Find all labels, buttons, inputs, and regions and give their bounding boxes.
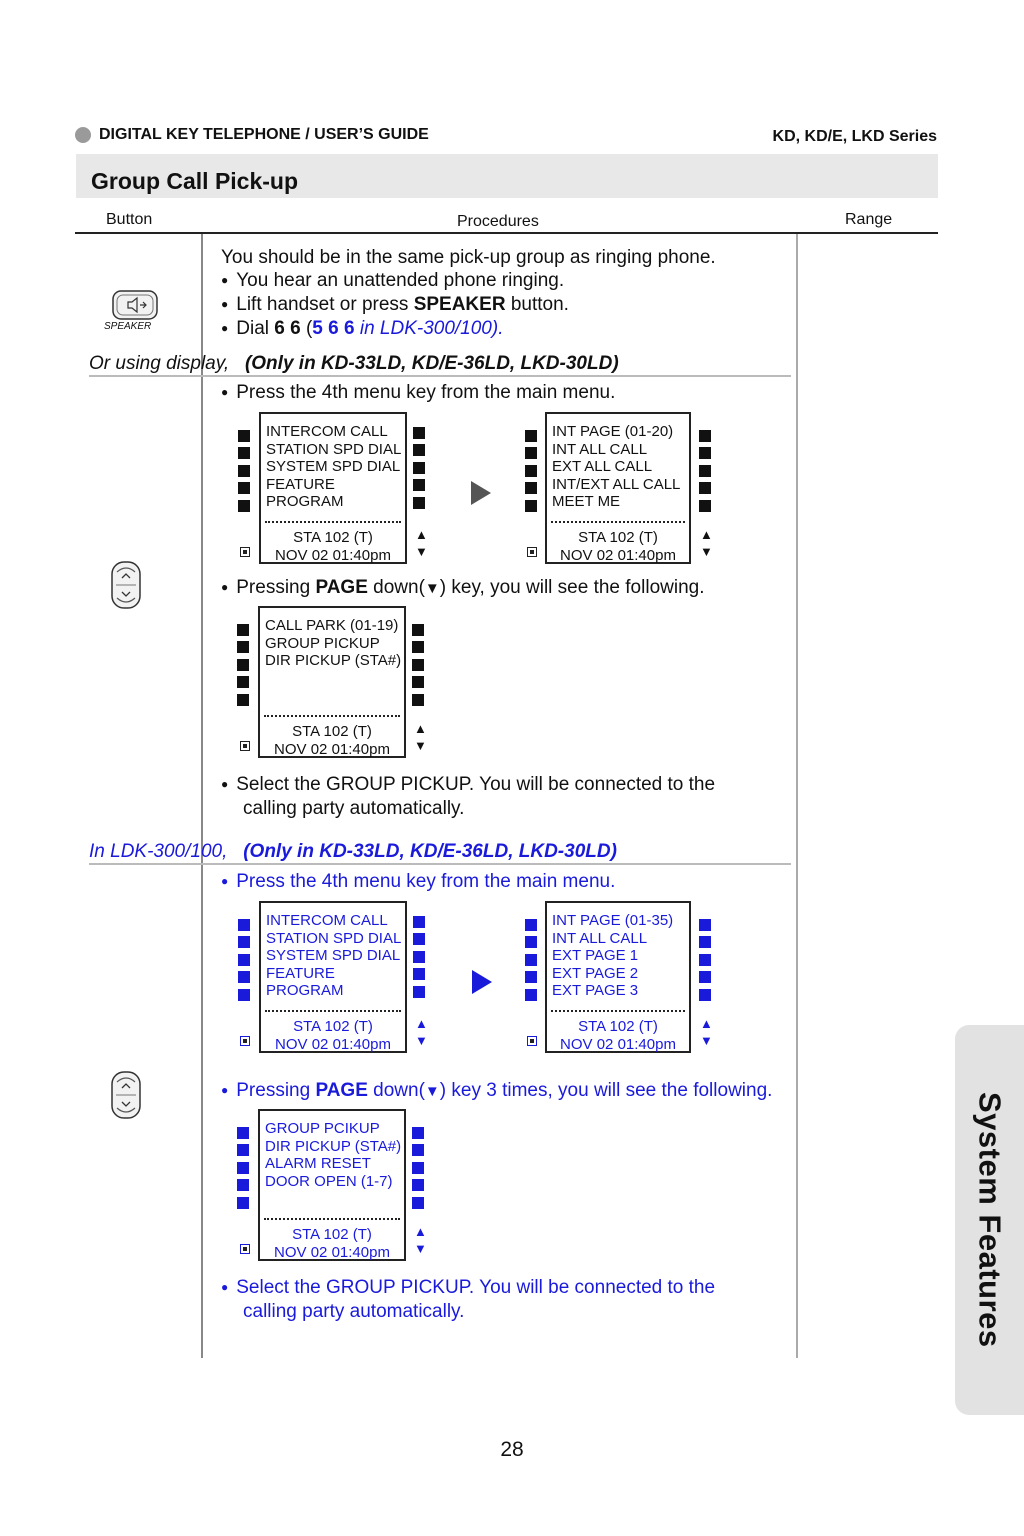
next-arrow-icon	[472, 970, 492, 999]
menu-key-icon[interactable]	[413, 497, 425, 509]
display-step-1: ● Press the 4th menu key from the main menu.	[221, 381, 615, 406]
menu-key-icon[interactable]	[413, 986, 425, 998]
menu-key-icon[interactable]	[238, 989, 250, 1001]
intro-line-1: You should be in the same pick-up group as ringing phone.	[221, 247, 716, 268]
lcd-line: EXT PAGE 2	[552, 964, 639, 982]
lcd-status: STA 102 (T)	[578, 1018, 658, 1035]
lcd-status: STA 102 (T)	[292, 1226, 372, 1243]
ldk-step-3-cont: calling party automatically.	[243, 1301, 465, 1322]
menu-key-icon[interactable]	[238, 936, 250, 948]
lcd-divider	[265, 521, 401, 523]
scroll-up-icon[interactable]: ▲	[700, 527, 713, 542]
menu-key-icon[interactable]	[238, 919, 250, 931]
menu-key-icon[interactable]	[413, 933, 425, 945]
display-key-icon[interactable]	[527, 547, 537, 557]
lcd-divider	[551, 1010, 685, 1012]
section-title: Group Call Pick-up	[91, 168, 299, 194]
ldk-step-1: ● Press the 4th menu key from the main menu.	[221, 870, 615, 895]
menu-key-icon[interactable]	[238, 971, 250, 983]
menu-key-icon[interactable]	[237, 1127, 249, 1139]
lcd-status: STA 102 (T)	[292, 723, 372, 740]
display-step-3-cont: calling party automatically.	[243, 798, 465, 819]
scroll-up-icon[interactable]: ▲	[415, 527, 428, 542]
menu-key-icon[interactable]	[525, 430, 537, 442]
lcd-line: MEET ME	[552, 493, 621, 511]
lcd-line: INTERCOM CALL	[266, 423, 388, 440]
scroll-up-icon[interactable]: ▲	[414, 721, 427, 736]
display-key-icon[interactable]	[240, 547, 250, 557]
col-header-button: Button	[106, 211, 153, 228]
bullet-dot-icon	[75, 127, 91, 143]
display-section-rule	[89, 375, 791, 377]
ldk-step-3: ● Select the GROUP PICKUP. You will be connected to the	[221, 1276, 715, 1301]
menu-key-icon[interactable]	[525, 936, 537, 948]
column-divider-right	[796, 234, 798, 1358]
lcd-line: EXT ALL CALL	[552, 458, 653, 476]
menu-key-icon[interactable]	[413, 951, 425, 963]
display-key-icon[interactable]	[240, 741, 250, 751]
scroll-down-icon[interactable]: ▼	[415, 1033, 428, 1048]
intro-line-3: ● Lift handset or press SPEAKER button.	[221, 293, 569, 318]
lcd-line: EXT PAGE 3	[552, 982, 639, 1000]
column-divider-left	[201, 234, 203, 1358]
lcd-line: INT/EXT ALL CALL	[552, 475, 681, 493]
scroll-up-icon[interactable]: ▲	[414, 1224, 427, 1239]
lcd-datetime: NOV 02 01:40pm	[274, 1243, 390, 1261]
menu-key-icon[interactable]	[699, 482, 711, 494]
page-key-icon	[110, 560, 142, 615]
scroll-down-icon[interactable]: ▼	[415, 544, 428, 559]
lcd-line: DIR PICKUP (STA#)	[265, 652, 402, 670]
menu-key-icon[interactable]	[237, 1179, 249, 1191]
menu-key-icon[interactable]	[699, 919, 711, 931]
lcd-screen-page-menu	[545, 412, 691, 564]
menu-key-icon[interactable]	[413, 968, 425, 980]
ldk-section-heading: In LDK-300/100, (Only in KD-33LD, KD/E-36LD, LKD-30LD)	[89, 841, 617, 862]
menu-key-icon[interactable]	[237, 659, 249, 671]
menu-key-icon[interactable]	[525, 989, 537, 1001]
scroll-up-icon[interactable]: ▲	[415, 1016, 428, 1031]
menu-key-icon[interactable]	[413, 427, 425, 439]
scroll-down-icon[interactable]: ▼	[414, 738, 427, 753]
lcd-line: PROGRAM	[266, 493, 344, 511]
menu-key-icon[interactable]	[525, 500, 537, 512]
scroll-down-icon[interactable]: ▼	[700, 1033, 713, 1048]
lcd-divider	[551, 521, 685, 523]
menu-key-icon[interactable]	[525, 919, 537, 931]
scroll-up-icon[interactable]: ▲	[700, 1016, 713, 1031]
display-key-icon[interactable]	[240, 1244, 250, 1254]
ldk-step-2: ● Pressing PAGE down(▼) key 3 times, you will see the following.	[221, 1079, 772, 1104]
lcd-line: EXT PAGE 1	[552, 947, 639, 965]
lcd-divider	[264, 715, 400, 717]
lcd-status: STA 102 (T)	[293, 529, 373, 546]
menu-key-icon[interactable]	[699, 971, 711, 983]
menu-key-icon[interactable]	[412, 624, 424, 636]
display-step-3: ● Select the GROUP PICKUP. You will be connected to the	[221, 773, 715, 798]
menu-key-icon[interactable]	[412, 1144, 424, 1156]
menu-key-icon[interactable]	[237, 641, 249, 653]
page-number: 28	[500, 1438, 524, 1461]
lcd-line: DIR PICKUP (STA#)	[265, 1137, 402, 1155]
menu-key-icon[interactable]	[525, 954, 537, 966]
menu-key-icon[interactable]	[237, 1144, 249, 1156]
ldk-lcd-screen-main-menu	[259, 901, 407, 1053]
lcd-screen-pickup-menu	[258, 606, 406, 758]
col-header-procedures: Procedures	[457, 213, 539, 230]
menu-key-icon[interactable]	[699, 936, 711, 948]
menu-key-icon[interactable]	[238, 954, 250, 966]
lcd-line: SYSTEM SPD DIAL	[266, 947, 401, 965]
col-header-range: Range	[845, 211, 893, 228]
scroll-down-icon[interactable]: ▼	[414, 1241, 427, 1256]
menu-key-icon[interactable]	[412, 1127, 424, 1139]
series-label: KD, KD/E, LKD Series	[772, 128, 937, 145]
lcd-line: GROUP PCIKUP	[265, 1120, 380, 1137]
lcd-line: FEATURE	[266, 964, 335, 982]
menu-key-icon[interactable]	[699, 500, 711, 512]
menu-key-icon[interactable]	[238, 447, 250, 459]
menu-key-icon[interactable]	[413, 916, 425, 928]
ldk-section-rule	[89, 863, 791, 865]
speaker-label: SPEAKER	[104, 321, 152, 332]
guide-header	[75, 126, 429, 144]
lcd-divider	[265, 1010, 401, 1012]
intro-line-2: ● You hear an unattended phone ringing.	[221, 269, 564, 294]
menu-key-icon[interactable]	[413, 462, 425, 474]
menu-key-icon[interactable]	[238, 430, 250, 442]
menu-key-icon[interactable]	[237, 624, 249, 636]
menu-key-icon[interactable]	[413, 479, 425, 491]
lcd-divider	[264, 1218, 400, 1220]
lcd-line: SYSTEM SPD DIAL	[266, 458, 401, 476]
lcd-screen-main-menu	[259, 412, 407, 564]
menu-key-icon[interactable]	[699, 465, 711, 477]
lcd-line: STATION SPD DIAL	[266, 929, 402, 947]
menu-key-icon[interactable]	[238, 500, 250, 512]
lcd-datetime: NOV 02 01:40pm	[275, 1035, 391, 1053]
menu-key-icon[interactable]	[699, 954, 711, 966]
lcd-line: GROUP PICKUP	[265, 634, 380, 652]
display-step-2: ● Pressing PAGE down(▼) key, you will see the following.	[221, 576, 705, 601]
menu-key-icon[interactable]	[525, 971, 537, 983]
menu-key-icon[interactable]	[412, 1162, 424, 1174]
display-key-icon[interactable]	[240, 1036, 250, 1046]
display-key-icon[interactable]	[527, 1036, 537, 1046]
menu-key-icon[interactable]	[238, 465, 250, 477]
lcd-datetime: NOV 02 01:40pm	[274, 740, 390, 758]
menu-key-icon[interactable]	[237, 694, 249, 706]
display-section-heading: Or using display, (Only in KD-33LD, KD/E-36LD, LKD-30LD)	[89, 353, 619, 374]
menu-key-icon[interactable]	[699, 989, 711, 1001]
menu-key-icon[interactable]	[412, 659, 424, 671]
page-key-icon	[110, 1070, 142, 1125]
menu-key-icon[interactable]	[412, 1179, 424, 1191]
lcd-status: STA 102 (T)	[578, 529, 658, 546]
lcd-line: INT ALL CALL	[552, 440, 648, 458]
scroll-down-icon[interactable]: ▼	[700, 544, 713, 559]
table-header-rule	[75, 232, 938, 234]
lcd-datetime: NOV 02 01:40pm	[275, 546, 391, 564]
menu-key-icon[interactable]	[699, 447, 711, 459]
lcd-status: STA 102 (T)	[293, 1018, 373, 1035]
lcd-line: FEATURE	[266, 475, 335, 493]
guide-title: DIGITAL KEY TELEPHONE / USER’S GUIDE	[99, 126, 429, 143]
menu-key-icon[interactable]	[237, 1162, 249, 1174]
next-arrow-icon	[471, 481, 491, 510]
lcd-line: STATION SPD DIAL	[266, 440, 402, 458]
chapter-tab-label: System Features	[972, 1092, 1008, 1348]
lcd-line: INT PAGE (01-20)	[552, 423, 674, 440]
lcd-line: ALARM RESET	[265, 1155, 371, 1173]
ldk-lcd-screen-pickup-menu	[258, 1109, 406, 1261]
menu-key-icon[interactable]	[413, 444, 425, 456]
lcd-line: DOOR OPEN (1-7)	[265, 1172, 393, 1190]
lcd-line: PROGRAM	[266, 982, 344, 1000]
menu-key-icon[interactable]	[237, 1197, 249, 1209]
menu-key-icon[interactable]	[525, 482, 537, 494]
menu-key-icon[interactable]	[238, 482, 250, 494]
lcd-line: INTERCOM CALL	[266, 912, 388, 929]
lcd-line: INT ALL CALL	[552, 929, 648, 947]
lcd-line: CALL PARK (01-19)	[265, 617, 399, 634]
menu-key-icon[interactable]	[412, 1197, 424, 1209]
menu-key-icon[interactable]	[237, 676, 249, 688]
menu-key-icon[interactable]	[412, 676, 424, 688]
lcd-datetime: NOV 02 01:40pm	[560, 546, 676, 564]
menu-key-icon[interactable]	[525, 447, 537, 459]
intro-line-4: ● Dial 6 6 (5 6 6 in LDK-300/100).	[221, 317, 503, 342]
menu-key-icon[interactable]	[412, 641, 424, 653]
ldk-lcd-screen-page-menu	[545, 901, 691, 1053]
menu-key-icon[interactable]	[412, 694, 424, 706]
speaker-button-icon	[112, 290, 158, 325]
lcd-datetime: NOV 02 01:40pm	[560, 1035, 676, 1053]
menu-key-icon[interactable]	[699, 430, 711, 442]
menu-key-icon[interactable]	[525, 465, 537, 477]
lcd-line: INT PAGE (01-35)	[552, 912, 674, 929]
